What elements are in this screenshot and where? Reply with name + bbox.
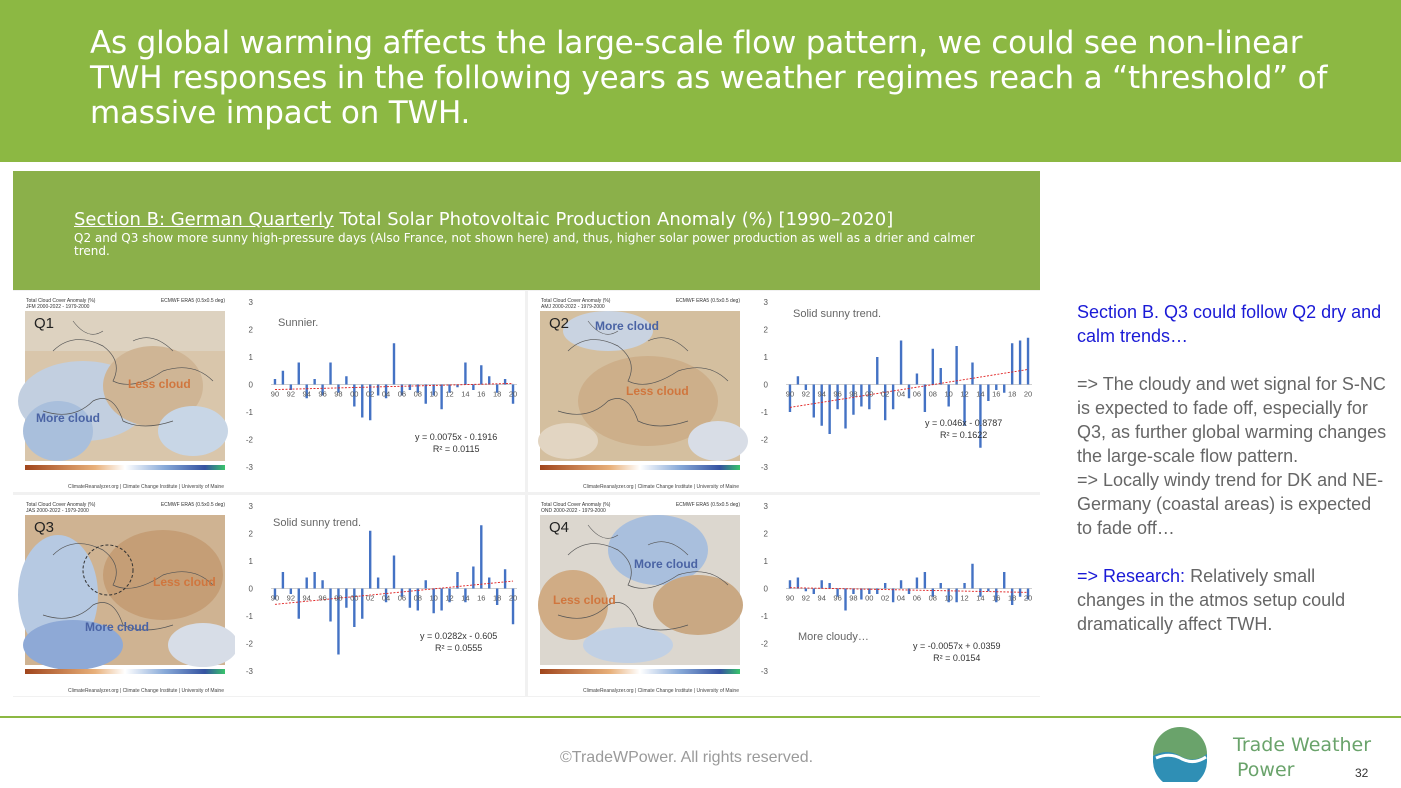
y-tick-label: -1 — [245, 408, 253, 417]
region-label-more-cloud: More cloud — [36, 411, 101, 425]
x-tick-label: 18 — [1007, 593, 1017, 603]
x-tick-label: 10 — [429, 593, 438, 603]
bar-1995 — [828, 583, 830, 589]
map-header-left: Total Cloud Cover Anomaly (%) JFM 2000-2022 - 1979-2000 — [26, 298, 96, 310]
chart-annotation: More cloudy… — [798, 631, 869, 643]
bar-2008 — [932, 349, 934, 385]
x-tick-label: 96 — [833, 389, 842, 399]
x-tick-label: 16 — [992, 593, 1001, 603]
x-tick-label: 06 — [912, 593, 922, 603]
x-tick-label: 04 — [896, 389, 906, 399]
map-header-right: ECMWF ERA5 (0.5x0.5 deg) — [160, 298, 225, 304]
bar-2009 — [940, 583, 942, 589]
bar-2017 — [1003, 385, 1005, 393]
map-credit: ClimateReanalyzer.org | Climate Change Institute | University of Maine — [68, 688, 224, 694]
x-tick-label: 90 — [785, 593, 795, 603]
chart-annotation: Solid sunny trend. — [793, 308, 882, 320]
bar-2006 — [916, 578, 918, 589]
x-tick-label: 14 — [461, 389, 470, 399]
x-tick-label: 06 — [397, 389, 407, 399]
x-tick-label: 98 — [334, 389, 343, 399]
side-notes — [1077, 300, 1387, 636]
x-tick-label: 10 — [944, 593, 953, 603]
y-tick-label: 0 — [763, 380, 768, 390]
x-tick-label: 20 — [508, 389, 518, 399]
bar-1999 — [345, 589, 347, 608]
bar-2005 — [908, 589, 910, 595]
bar-1991 — [282, 572, 284, 589]
x-tick-label: 16 — [992, 389, 1001, 399]
x-tick-label: 96 — [833, 593, 842, 603]
x-tick-label: 14 — [976, 389, 985, 399]
x-tick-label: 92 — [286, 593, 296, 603]
x-tick-label: 02 — [881, 593, 890, 603]
bar-1997 — [329, 589, 331, 622]
bar-2004 — [900, 341, 902, 385]
bar-2001 — [361, 385, 363, 418]
x-tick-label: 02 — [366, 593, 375, 603]
x-tick-label: 18 — [1007, 389, 1017, 399]
panel-subtitle: Q2 and Q3 show more sunny high-pressure days (Also France, not shown here) and, thus, higher solar power production as well as a drier and calmer trend. — [74, 231, 975, 258]
research-text: Relatively small changes in the atmos setup could dramatically affect TWH. — [1077, 566, 1346, 634]
map-header-right: ECMWF ERA5 (0.5x0.5 deg) — [675, 502, 740, 508]
bar-1995 — [828, 385, 830, 435]
chart-annotation: Sunnier. — [278, 317, 319, 329]
bar-2003 — [377, 385, 379, 396]
x-tick-label: 92 — [286, 389, 296, 399]
x-tick-label: 04 — [381, 389, 391, 399]
x-tick-label: 10 — [944, 389, 953, 399]
y-tick-label: 1 — [248, 557, 253, 566]
y-tick-label: 3 — [763, 298, 768, 307]
bar-2011 — [955, 346, 957, 385]
x-tick-label: 16 — [477, 593, 486, 603]
bar-2003 — [892, 385, 894, 410]
panel-header — [13, 171, 1040, 290]
page-number: 32 — [1355, 766, 1369, 780]
bar-2015 — [987, 589, 989, 592]
bar-2005 — [393, 343, 395, 384]
x-tick-label: 12 — [445, 389, 454, 399]
bar-2011 — [440, 589, 442, 611]
x-tick-label: 14 — [976, 593, 985, 603]
y-tick-label: 2 — [763, 325, 768, 335]
chart-annotation: Solid sunny trend. — [273, 517, 362, 529]
quarter-label: Q4 — [549, 519, 570, 536]
y-tick-label: 2 — [763, 529, 768, 539]
logo-icon — [1152, 726, 1208, 782]
map-credit: ClimateReanalyzer.org | Climate Change Institute | University of Maine — [68, 484, 224, 490]
bar-2017 — [1003, 572, 1005, 589]
bar-1994 — [821, 580, 823, 588]
bar-1997 — [329, 363, 331, 385]
bar-2007 — [924, 385, 926, 413]
x-tick-label: 16 — [477, 389, 486, 399]
y-tick-label: 2 — [248, 529, 253, 539]
quarter-label: Q2 — [549, 315, 570, 332]
side-paragraph-1: => The cloudy and wet signal for S-NC is expected to fade off, especially for Q3, as further global warming changes the large-scale flow pattern. — [1077, 374, 1387, 466]
quarter-label: Q3 — [34, 519, 55, 536]
x-tick-label: 90 — [270, 593, 280, 603]
side-heading: Section B. Q3 could follow Q2 dry and calm trends… — [1077, 302, 1382, 346]
chart-svg-q2 — [750, 291, 1040, 492]
footer-divider — [0, 716, 1401, 718]
x-tick-label: 12 — [960, 593, 969, 603]
y-tick-label: 0 — [248, 584, 253, 594]
x-tick-label: 98 — [849, 389, 858, 399]
region-label-more-cloud: More cloud — [85, 620, 150, 634]
x-tick-label: 96 — [318, 389, 327, 399]
bar-2011 — [440, 385, 442, 410]
x-tick-label: 08 — [928, 389, 937, 399]
y-tick-label: -2 — [760, 435, 768, 445]
y-tick-label: 0 — [248, 380, 253, 390]
bar-chart-q4 — [750, 495, 1040, 696]
cloud-map-q4 — [528, 495, 750, 696]
bar-2019 — [1019, 341, 1021, 385]
research-label: => Research: — [1077, 566, 1186, 586]
bar-2019 — [504, 569, 506, 588]
region-label-more-cloud: More cloud — [595, 319, 660, 333]
trend-equation: y = 0.0075x - 0.1916 R² = 0.0115 — [415, 432, 498, 454]
bar-1996 — [321, 580, 323, 588]
panel-title — [74, 209, 1034, 230]
trend-equation: y = -0.0057x + 0.0359 R² = 0.0154 — [913, 641, 1001, 663]
x-tick-label: 04 — [896, 593, 906, 603]
x-tick-label: 94 — [302, 389, 311, 399]
bar-1993 — [298, 363, 300, 385]
bar-2016 — [480, 525, 482, 588]
bar-2003 — [377, 578, 379, 589]
bar-2005 — [908, 385, 910, 399]
bar-1993 — [813, 589, 815, 595]
x-tick-label: 20 — [508, 593, 518, 603]
quadrant-q3 — [13, 495, 525, 696]
map-credit: ClimateReanalyzer.org | Climate Change Institute | University of Maine — [583, 688, 739, 694]
chart-svg-q4 — [750, 495, 1040, 696]
bar-2005 — [393, 556, 395, 589]
y-tick-label: 2 — [248, 325, 253, 335]
y-tick-label: -3 — [245, 463, 253, 472]
bar-2018 — [1011, 343, 1013, 384]
y-tick-label: 3 — [763, 502, 768, 511]
map-header-left: Total Cloud Cover Anomaly (%) JAS 2000-2022 - 1979-2000 — [26, 502, 96, 514]
y-tick-label: -1 — [245, 612, 253, 621]
x-tick-label: 92 — [801, 593, 811, 603]
y-tick-label: -2 — [760, 639, 768, 649]
x-tick-label: 12 — [960, 389, 969, 399]
figure-panel — [13, 171, 1040, 697]
map-credit: ClimateReanalyzer.org | Climate Change Institute | University of Maine — [583, 484, 739, 490]
bar-2013 — [456, 572, 458, 589]
y-tick-label: 1 — [763, 557, 768, 566]
trend-line — [790, 369, 1028, 407]
y-tick-label: 1 — [763, 353, 768, 362]
x-tick-label: 94 — [302, 593, 311, 603]
bar-2002 — [884, 583, 886, 589]
map-header-left: Total Cloud Cover Anomaly (%) AMJ 2000-2022 - 1979-2000 — [541, 298, 611, 310]
y-tick-label: -1 — [760, 612, 768, 621]
x-tick-label: 00 — [350, 389, 359, 399]
y-tick-label: 3 — [248, 298, 253, 307]
copyright-footer: ©TradeWPower. All rights reserved. — [560, 749, 814, 766]
bar-1995 — [313, 379, 315, 385]
x-tick-label: 98 — [334, 593, 343, 603]
bar-1999 — [345, 376, 347, 384]
x-tick-label: 98 — [849, 593, 858, 603]
bar-1994 — [306, 578, 308, 589]
y-tick-label: 0 — [763, 584, 768, 594]
panel-title-rest: Total Solar Photovoltaic Production Anomaly (%) [1990–2020] — [333, 209, 894, 230]
x-tick-label: 90 — [785, 389, 795, 399]
map-header-left: Total Cloud Cover Anomaly (%) OND 2000-2022 - 1979-2000 — [541, 502, 611, 514]
cloud-map-q3 — [13, 495, 235, 696]
side-paragraph-2: => Locally windy trend for DK and NE-Germany (coastal areas) is expected to fade off… — [1077, 470, 1384, 538]
bar-2003 — [892, 589, 894, 603]
bar-2015 — [987, 385, 989, 402]
bar-chart-q3 — [235, 495, 525, 696]
x-tick-label: 08 — [928, 593, 937, 603]
map-header-right: ECMWF ERA5 (0.5x0.5 deg) — [160, 502, 225, 508]
x-tick-label: 96 — [318, 593, 327, 603]
bar-1992 — [805, 589, 807, 592]
region-label-more-cloud: More cloud — [634, 557, 699, 571]
x-tick-label: 08 — [413, 389, 422, 399]
trend-equation: y = 0.0282x - 0.605 R² = 0.0555 — [420, 631, 498, 653]
y-tick-label: -3 — [245, 667, 253, 676]
bar-2013 — [971, 363, 973, 385]
y-tick-label: -2 — [245, 639, 253, 649]
region-label-less-cloud: Less cloud — [626, 384, 689, 398]
x-tick-label: 14 — [461, 593, 470, 603]
x-tick-label: 94 — [817, 389, 826, 399]
slide-title: As global warming affects the large-scale flow pattern, we could see non-linear TWH responses in the following years as weather regimes reach a “threshold” of massive impact on TWH. — [90, 25, 1328, 131]
x-tick-label: 92 — [801, 389, 811, 399]
bar-1995 — [313, 572, 315, 589]
x-tick-label: 06 — [912, 389, 922, 399]
x-tick-label: 20 — [1023, 593, 1033, 603]
region-label-less-cloud: Less cloud — [153, 575, 216, 589]
x-tick-label: 10 — [429, 389, 438, 399]
quadrant-q2 — [528, 291, 1040, 492]
quadrant-q4 — [528, 495, 1040, 696]
x-tick-label: 04 — [381, 593, 391, 603]
cloud-map-q2 — [528, 291, 750, 492]
bar-2009 — [425, 580, 427, 588]
bar-2014 — [464, 363, 466, 385]
bar-2006 — [916, 374, 918, 385]
bar-2001 — [876, 357, 878, 385]
bar-2007 — [924, 572, 926, 589]
x-tick-label: 12 — [445, 593, 454, 603]
y-tick-label: -1 — [760, 408, 768, 417]
quarter-label: Q1 — [34, 315, 55, 332]
x-tick-label: 02 — [881, 389, 890, 399]
bar-2017 — [488, 376, 490, 384]
x-tick-label: 06 — [397, 593, 407, 603]
x-tick-label: 94 — [817, 593, 826, 603]
x-tick-label: 18 — [492, 593, 502, 603]
bar-2007 — [409, 385, 411, 391]
bar-2016 — [480, 365, 482, 384]
bar-2012 — [963, 583, 965, 589]
bar-2001 — [361, 589, 363, 619]
map-header-right: ECMWF ERA5 (0.5x0.5 deg) — [675, 298, 740, 304]
x-tick-label: 18 — [492, 389, 502, 399]
title-bar — [0, 0, 1401, 162]
region-label-less-cloud: Less cloud — [128, 377, 191, 391]
bar-1991 — [282, 371, 284, 385]
bar-2015 — [472, 385, 474, 391]
bar-1999 — [860, 589, 862, 600]
y-tick-label: -2 — [245, 435, 253, 445]
x-tick-label: 00 — [350, 593, 359, 603]
x-tick-label: 00 — [865, 389, 874, 399]
x-tick-label: 00 — [865, 593, 874, 603]
cloud-map-q1 — [13, 291, 235, 492]
bar-1999 — [860, 385, 862, 407]
y-tick-label: -3 — [760, 463, 768, 472]
bar-2013 — [971, 564, 973, 589]
trend-equation: y = 0.046x - 0.8787 R² = 0.1622 — [925, 418, 1003, 440]
bar-1993 — [813, 385, 815, 418]
bar-1993 — [298, 589, 300, 619]
x-tick-label: 02 — [366, 389, 375, 399]
region-label-less-cloud: Less cloud — [553, 593, 616, 607]
quadrant-q1 — [13, 291, 525, 492]
y-tick-label: 1 — [248, 353, 253, 362]
x-tick-label: 08 — [413, 593, 422, 603]
bar-1997 — [844, 589, 846, 611]
x-tick-label: 20 — [1023, 389, 1033, 399]
logo-wordmark: Trade Weather Power — [1233, 734, 1372, 781]
bar-1991 — [797, 376, 799, 384]
side-research — [1077, 564, 1387, 636]
y-tick-label: 3 — [248, 502, 253, 511]
x-tick-label: 90 — [270, 389, 280, 399]
y-tick-label: -3 — [760, 667, 768, 676]
bar-1997 — [844, 385, 846, 429]
bar-2002 — [369, 531, 371, 589]
bar-2009 — [425, 385, 427, 404]
bar-1991 — [797, 578, 799, 589]
bar-2020 — [1027, 338, 1029, 385]
bar-chart-q2 — [750, 291, 1040, 492]
bar-chart-q1 — [235, 291, 525, 492]
panel-title-underlined: Section B: German Quarterly — [74, 209, 334, 230]
bar-2004 — [900, 580, 902, 588]
bar-2009 — [940, 368, 942, 385]
bar-1990 — [274, 379, 276, 385]
